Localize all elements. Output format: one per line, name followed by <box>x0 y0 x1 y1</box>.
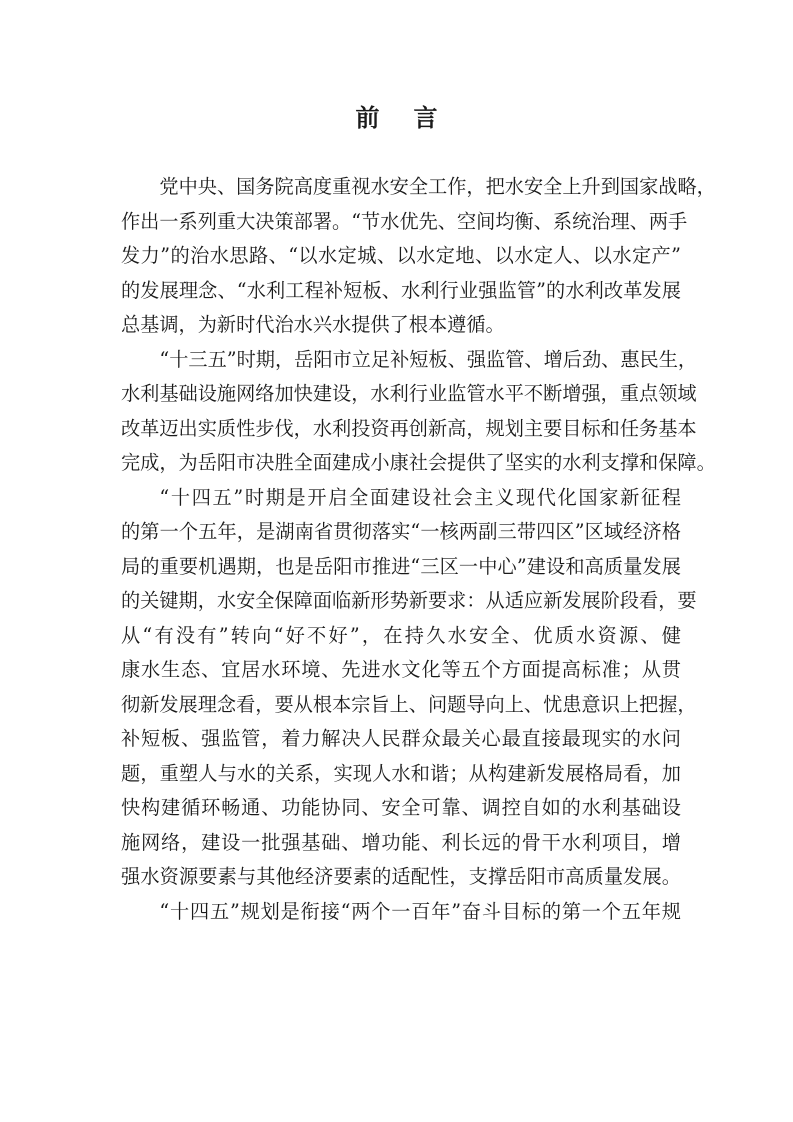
text-line: 施网络，建设一批强基础、增功能、利长远的骨干水利项目，增 <box>121 830 681 854</box>
text-line: 快构建循环畅通、功能协同、安全可靠、调控自如的水利基础设 <box>121 796 681 819</box>
text-line: 彻新发展理念看，要从根本宗旨上、问题导向上、忧患意识上把握， <box>121 692 697 716</box>
text-line: 水利基础设施网络加快建设，水利行业监管水平不断增强，重点领域 <box>121 382 697 405</box>
text-line: 总基调，为新时代治水兴水提供了根本遵循。 <box>121 313 505 336</box>
text-line: 的关键期，水安全保障面临新形势新要求：从适应新发展阶段看，要 <box>121 589 697 612</box>
paragraph <box>121 170 716 343</box>
text-line: 题，重塑人与水的关系，实现人水和谐；从构建新发展格局看，加 <box>121 761 681 785</box>
text-line: “十三五”时期，岳阳市立足补短板、强监管、增后劲、惠民生， <box>159 347 698 371</box>
text-line: 发力”的治水思路、“以水定城、以水定地、以水定人、以水定产” <box>121 244 681 267</box>
text-line: 强水资源要素与其他经济要素的适配性，支撑岳阳市高质量发展。 <box>121 865 681 888</box>
text-line: 改革迈出实质性步伐，水利投资再创新高，规划主要目标和任务基本 <box>121 416 697 440</box>
text-line: 党中央、国务院高度重视水安全工作，把水安全上升到国家战略， <box>159 175 716 198</box>
text-line: 作出一系列重大决策部署。“节水优先、空间均衡、系统治理、两手 <box>121 209 688 233</box>
paragraph <box>121 481 697 895</box>
paragraph <box>121 343 716 481</box>
page-title: 前言 <box>355 104 472 132</box>
text-line: “十四五”规划是衔接“两个一百年”奋斗目标的第一个五年规 <box>159 899 681 923</box>
paragraph <box>121 895 681 930</box>
text-line: 从“有没有”转向“好不好”，在持久水安全、优质水资源、健 <box>121 623 681 647</box>
text-line: 局的重要机遇期，也是岳阳市推进“三区一中心”建设和高质量发展 <box>121 554 681 578</box>
text-line: 补短板、强监管，着力解决人民群众最关心最直接最现实的水问 <box>121 727 681 750</box>
text-line: 完成，为岳阳市决胜全面建成小康社会提供了坚实的水利支撑和保障。 <box>121 451 716 474</box>
text-line: 的第一个五年，是湖南省贯彻落实“一核两副三带四区”区域经济格 <box>121 520 681 543</box>
text-line: 的发展理念、“水利工程补短板、水利行业强监管”的水利改革发展 <box>121 278 681 302</box>
text-line: “十四五”时期是开启全面建设社会主义现代化国家新征程 <box>159 485 681 509</box>
text-line: 康水生态、宜居水环境、先进水文化等五个方面提高标准；从贯 <box>121 658 681 681</box>
document-body <box>121 170 716 929</box>
